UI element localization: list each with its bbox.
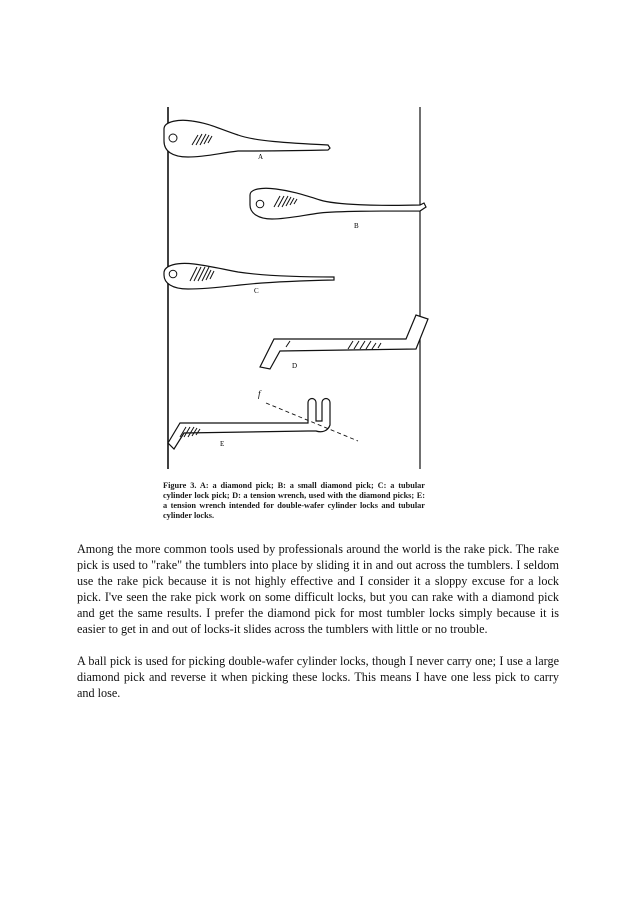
label-d: D xyxy=(292,362,298,370)
label-e: E xyxy=(220,440,225,448)
tension-wrench-e xyxy=(168,399,358,450)
tension-wrench-d xyxy=(260,315,428,369)
tubular-lock-pick-c xyxy=(164,263,334,289)
body-text xyxy=(77,541,559,717)
label-a: A xyxy=(258,153,264,161)
label-b: B xyxy=(354,222,359,230)
paragraph-rake-pick: Among the more common tools used by professionals around the world is the rake pick. The rake pick is used to "rake" the tumblers into place by sliding it in and out across the tumblers. I seldom use the rake pick because it is not highly effective and I consider it a sloppy excuse for a lock pick. I've seen the rake pick work on some difficult locks, but you can rake with a diamond pick and get the same results. I prefer the diamond pick for most tumbler locks simply because it is easier to get in and out of locks-it slides across the tumblers with little or no trouble. xyxy=(77,542,559,636)
label-f: f xyxy=(258,389,261,399)
lock-tools-illustration xyxy=(158,107,430,477)
lock-tools-figure xyxy=(158,107,430,477)
figure-caption xyxy=(163,481,425,521)
small-diamond-pick-b xyxy=(250,188,426,219)
paragraph-ball-pick: A ball pick is used for picking double-wafer cylinder locks, though I never carry one; I use a large diamond pick and reverse it when picking these locks. This means I have one less pick to carry and lose. xyxy=(77,654,559,700)
label-c: C xyxy=(254,287,259,295)
diamond-pick-a xyxy=(164,120,330,157)
figure-caption-text: Figure 3. A: a diamond pick; B: a small diamond pick; C: a tubular cylinder lock pick; D: a tension wrench, used with the diamond picks; E: a tension wrench intended for double-wafer cylinder locks and tubular cylinder locks. xyxy=(163,481,425,520)
